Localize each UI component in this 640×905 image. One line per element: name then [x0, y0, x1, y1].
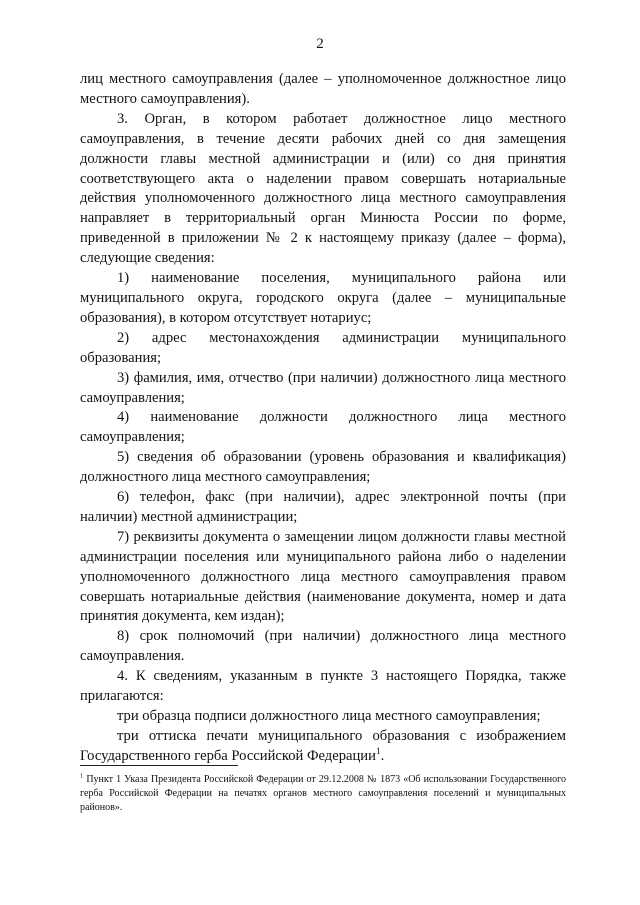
attachment-item-text: три оттиска печати муниципального образования с изображением Государственного герба Российской Федерации [80, 727, 566, 764]
paragraph-end-punctuation: . [380, 747, 385, 764]
list-item: 2) адрес местонахождения администрации муниципального образования; [80, 329, 566, 366]
list-item: 7) реквизиты документа о замещении лицом должности главы местной администрации поселения или муниципального района либо о наделении уполномоченного должностного лица местного самоуправления правом совершать нотариальные действия (наименование документа, номер и дата принятия документа, кем издан); [80, 528, 566, 625]
footnote-separator [80, 765, 238, 766]
list-item: 3) фамилия, имя, отчество (при наличии) должностного лица местного самоуправления; [80, 369, 566, 406]
attachment-item: три образца подписи должностного лица местного самоуправления; [117, 708, 541, 724]
document-body [80, 70, 566, 767]
attachment-item-last [80, 727, 566, 767]
paragraph-item-4: 4. К сведениям, указанным в пункте 3 настоящего Порядка, также прилагаются: [80, 668, 566, 705]
list-item: 1) наименование поселения, муниципального района или муниципального округа, городского округа (далее – муниципальные образования), в котором отсутствует нотариус; [80, 270, 566, 326]
list-item: 5) сведения об образовании (уровень образования и квалификация) должностного лица местного самоуправления; [80, 449, 566, 486]
footnote-text: Пункт 1 Указа Президента Российской Федерации от 29.12.2008 № 1873 «Об использовании Государственного герба Российской Федерации на печатях органов местного самоуправления поселений и муниципальных районов». [80, 774, 566, 813]
paragraph-item-3: 3. Орган, в котором работает должностное лицо местного самоуправления, в течение десяти рабочих дней со дня замещения должности главы местной администрации и (или) со дня принятия соответствующего акта о наделении правом совершать нотариальные действия уполномоченного должностного лица местного самоуправления направляет в территориальный орган Минюста России по форме, приведенной в приложении № 2 к настоящему приказу (далее – форма), следующие сведения: [80, 110, 566, 267]
footnote [80, 773, 566, 815]
list-item: 8) срок полномочий (при наличии) должностного лица местного самоуправления. [80, 628, 566, 665]
list-item: 6) телефон, факс (при наличии), адрес электронной почты (при наличии) местной администрации; [80, 489, 566, 525]
footnote-reference[interactable]: 1 [375, 746, 381, 757]
list-item: 4) наименование должности должностного лица местного самоуправления; [80, 409, 566, 446]
footnote-marker: 1 [80, 772, 84, 780]
page-number: 2 [316, 36, 324, 52]
paragraph-continuation: лиц местного самоуправления (далее – уполномоченное должностное лицо местного самоуправления). [80, 71, 566, 107]
